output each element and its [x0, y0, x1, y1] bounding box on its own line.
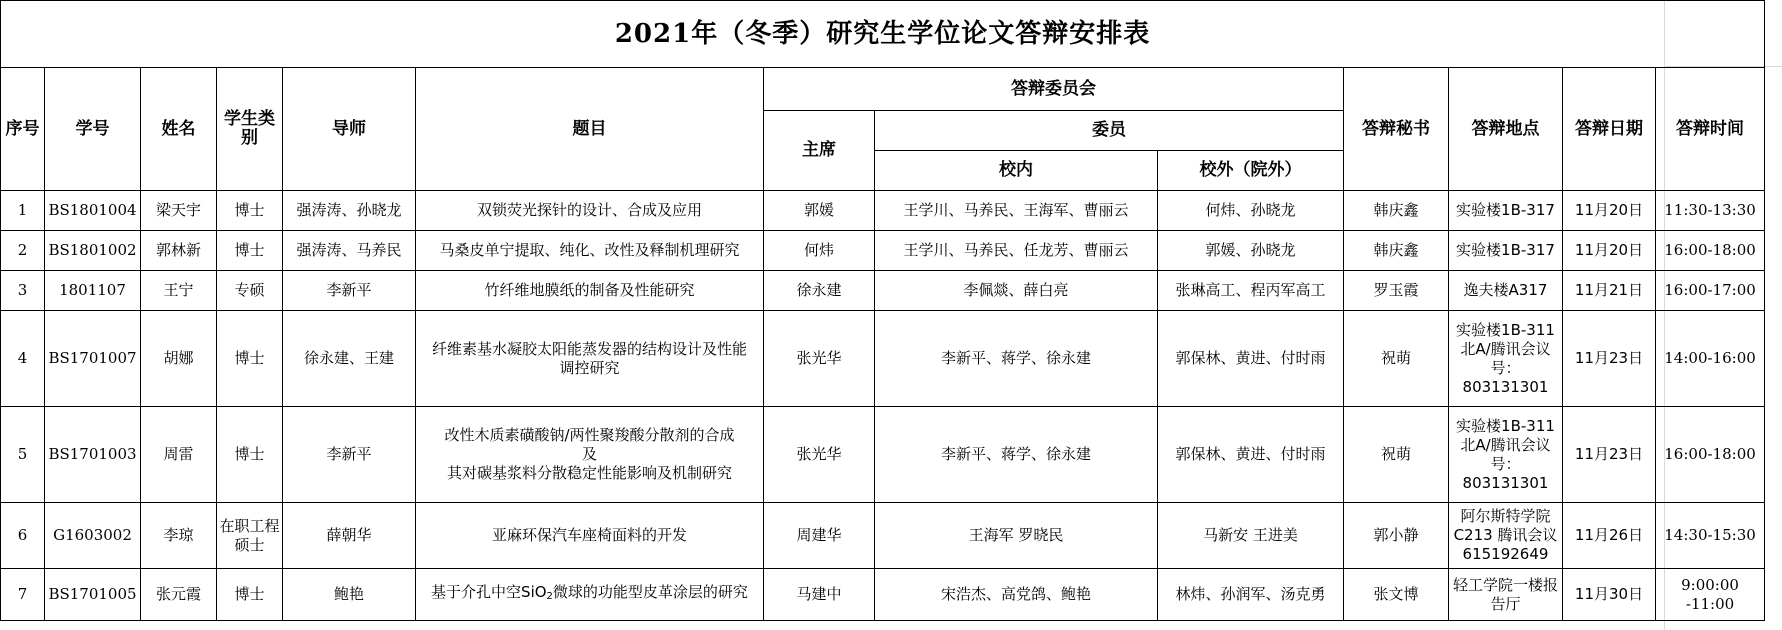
cell-advisor[interactable]: 徐永建、王建: [283, 311, 416, 407]
cell-chair[interactable]: 张光华: [764, 311, 875, 407]
cell-seq[interactable]: 6: [1, 503, 45, 569]
cell-student-id[interactable]: BS1801004: [45, 191, 141, 231]
cell-secretary[interactable]: 罗玉霞: [1344, 271, 1449, 311]
cell-internal[interactable]: 李佩燚、薛白亮: [875, 271, 1158, 311]
cell-student-id[interactable]: G1603002: [45, 503, 141, 569]
cell-student-type[interactable]: 博士: [217, 407, 283, 503]
cell-student-type[interactable]: 在职工程硕士: [217, 503, 283, 569]
cell-student-type[interactable]: 博士: [217, 569, 283, 621]
cell-advisor[interactable]: 薛朝华: [283, 503, 416, 569]
cell-location[interactable]: 实验楼1B-317: [1449, 191, 1563, 231]
cell-secretary[interactable]: 祝萌: [1344, 311, 1449, 407]
header-external: 校外（院外）: [1158, 151, 1344, 191]
table-row[interactable]: [1, 569, 1765, 621]
cell-student-id[interactable]: BS1701003: [45, 407, 141, 503]
header-date: 答辩日期: [1563, 68, 1656, 191]
cell-time[interactable]: 9:00:00 -11:00: [1656, 569, 1765, 621]
page-title: 2021年（冬季）研究生学位论文答辩安排表: [1, 1, 1765, 68]
cell-chair[interactable]: 郭媛: [764, 191, 875, 231]
cell-seq[interactable]: 5: [1, 407, 45, 503]
topic-line: 及: [581, 445, 597, 463]
cell-topic[interactable]: 马桑皮单宁提取、纯化、改性及释制机理研究: [416, 231, 764, 271]
cell-chair[interactable]: 徐永建: [764, 271, 875, 311]
cell-chair[interactable]: 马建中: [764, 569, 875, 621]
cell-name[interactable]: 郭林新: [141, 231, 217, 271]
cell-seq[interactable]: 7: [1, 569, 45, 621]
cell-secretary[interactable]: 祝萌: [1344, 407, 1449, 503]
header-student-type: 学生类别: [217, 68, 283, 191]
cell-internal[interactable]: 宋浩杰、高党鸽、鲍艳: [875, 569, 1158, 621]
table-row[interactable]: [1, 231, 1765, 271]
header-advisor: 导师: [283, 68, 416, 191]
cell-external[interactable]: 林炜、孙润军、汤克勇: [1158, 569, 1344, 621]
cell-date[interactable]: 11月23日: [1563, 407, 1656, 503]
cell-topic[interactable]: [416, 569, 764, 621]
cell-advisor[interactable]: 李新平: [283, 271, 416, 311]
table-row[interactable]: [1, 407, 1765, 503]
topic-line: 改性木质素磺酸钠/两性聚羧酸分散剂的合成: [444, 426, 735, 444]
cell-external[interactable]: 郭保林、黄进、付时雨: [1158, 407, 1344, 503]
cell-topic[interactable]: [416, 407, 764, 503]
header-student-id: 学号: [45, 68, 141, 191]
cell-advisor[interactable]: 李新平: [283, 407, 416, 503]
cell-time[interactable]: 16:00-17:00: [1656, 271, 1765, 311]
cell-location[interactable]: 实验楼1B-311北A/腾讯会议号：803131301: [1449, 311, 1563, 407]
cell-student-id[interactable]: BS1801002: [45, 231, 141, 271]
cell-date[interactable]: 11月20日: [1563, 191, 1656, 231]
table-row[interactable]: [1, 271, 1765, 311]
cell-advisor[interactable]: 强涛涛、马养民: [283, 231, 416, 271]
cell-seq[interactable]: 2: [1, 231, 45, 271]
header-name: 姓名: [141, 68, 217, 191]
header-committee: 答辩委员会: [764, 68, 1344, 111]
cell-name[interactable]: 李琼: [141, 503, 217, 569]
header-members: 委员: [875, 111, 1344, 151]
cell-student-id[interactable]: 1801107: [45, 271, 141, 311]
cell-secretary[interactable]: 韩庆鑫: [1344, 231, 1449, 271]
cell-internal[interactable]: 王海军 罗晓民: [875, 503, 1158, 569]
cell-advisor[interactable]: 强涛涛、孙晓龙: [283, 191, 416, 231]
cell-student-type[interactable]: 专硕: [217, 271, 283, 311]
cell-external[interactable]: 张琳高工、程丙军高工: [1158, 271, 1344, 311]
cell-location[interactable]: 实验楼1B-317: [1449, 231, 1563, 271]
cell-secretary[interactable]: 韩庆鑫: [1344, 191, 1449, 231]
header-secretary: 答辩秘书: [1344, 68, 1449, 191]
cell-internal[interactable]: 王学川、马养民、王海军、曹丽云: [875, 191, 1158, 231]
cell-topic[interactable]: 双锁荧光探针的设计、合成及应用: [416, 191, 764, 231]
cell-name[interactable]: 胡娜: [141, 311, 217, 407]
cell-date[interactable]: 11月26日: [1563, 503, 1656, 569]
cell-chair[interactable]: 何炜: [764, 231, 875, 271]
cell-date[interactable]: 11月21日: [1563, 271, 1656, 311]
topic-subscript: 2: [546, 591, 553, 602]
header-seq: 序号: [1, 68, 45, 191]
cell-time[interactable]: 14:30-15:30: [1656, 503, 1765, 569]
cell-student-type[interactable]: 博士: [217, 231, 283, 271]
topic-text-pre: 基于介孔中空SiO: [431, 583, 547, 601]
header-location: 答辩地点: [1449, 68, 1563, 191]
cell-name[interactable]: 张元霞: [141, 569, 217, 621]
cell-external[interactable]: 何炜、孙晓龙: [1158, 191, 1344, 231]
cell-topic[interactable]: 纤维素基水凝胶太阳能蒸发器的结构设计及性能调控研究: [416, 311, 764, 407]
cell-secretary[interactable]: 张文博: [1344, 569, 1449, 621]
cell-time[interactable]: 16:00-18:00: [1656, 407, 1765, 503]
cell-student-id[interactable]: BS1701005: [45, 569, 141, 621]
cell-date[interactable]: 11月30日: [1563, 569, 1656, 621]
cell-seq[interactable]: 4: [1, 311, 45, 407]
cell-seq[interactable]: 1: [1, 191, 45, 231]
cell-external[interactable]: 马新安 王进美: [1158, 503, 1344, 569]
cell-advisor[interactable]: 鲍艳: [283, 569, 416, 621]
cell-time[interactable]: 14:00-16:00: [1656, 311, 1765, 407]
cell-student-id[interactable]: BS1701007: [45, 311, 141, 407]
cell-location[interactable]: 实验楼1B-311北A/腾讯会议号：803131301: [1449, 407, 1563, 503]
header-chair: 主席: [764, 111, 875, 191]
cell-external[interactable]: 郭保林、黄进、付时雨: [1158, 311, 1344, 407]
cell-location[interactable]: 轻工学院一楼报告厅: [1449, 569, 1563, 621]
header-internal: 校内: [875, 151, 1158, 191]
cell-internal[interactable]: 李新平、蒋学、徐永建: [875, 407, 1158, 503]
cell-location[interactable]: 逸夫楼A317: [1449, 271, 1563, 311]
cell-name[interactable]: 周雷: [141, 407, 217, 503]
header-topic: 题目: [416, 68, 764, 191]
cell-chair[interactable]: 张光华: [764, 407, 875, 503]
cell-time[interactable]: 16:00-18:00: [1656, 231, 1765, 271]
cell-seq[interactable]: 3: [1, 271, 45, 311]
cell-time[interactable]: 11:30-13:30: [1656, 191, 1765, 231]
cell-date[interactable]: 11月23日: [1563, 311, 1656, 407]
cell-student-type[interactable]: 博士: [217, 311, 283, 407]
cell-student-type[interactable]: 博士: [217, 191, 283, 231]
cell-topic[interactable]: 亚麻环保汽车座椅面料的开发: [416, 503, 764, 569]
topic-text-post: 微球的功能型皮革涂层的研究: [552, 583, 748, 601]
cell-chair[interactable]: 周建华: [764, 503, 875, 569]
topic-line: 其对碳基浆料分散稳定性能影响及机制研究: [446, 464, 732, 482]
cell-secretary[interactable]: 郭小静: [1344, 503, 1449, 569]
header-time: 答辩时间: [1656, 68, 1765, 191]
table-row[interactable]: [1, 311, 1765, 407]
cell-location[interactable]: 阿尔斯特学院C213 腾讯会议 615192649: [1449, 503, 1563, 569]
table-row[interactable]: [1, 191, 1765, 231]
cell-topic[interactable]: 竹纤维地膜纸的制备及性能研究: [416, 271, 764, 311]
cell-external[interactable]: 郭媛、孙晓龙: [1158, 231, 1344, 271]
cell-date[interactable]: 11月20日: [1563, 231, 1656, 271]
cell-internal[interactable]: 李新平、蒋学、徐永建: [875, 311, 1158, 407]
cell-name[interactable]: 王宁: [141, 271, 217, 311]
table-row[interactable]: [1, 503, 1765, 569]
cell-internal[interactable]: 王学川、马养民、任龙芳、曹丽云: [875, 231, 1158, 271]
cell-name[interactable]: 梁天宇: [141, 191, 217, 231]
